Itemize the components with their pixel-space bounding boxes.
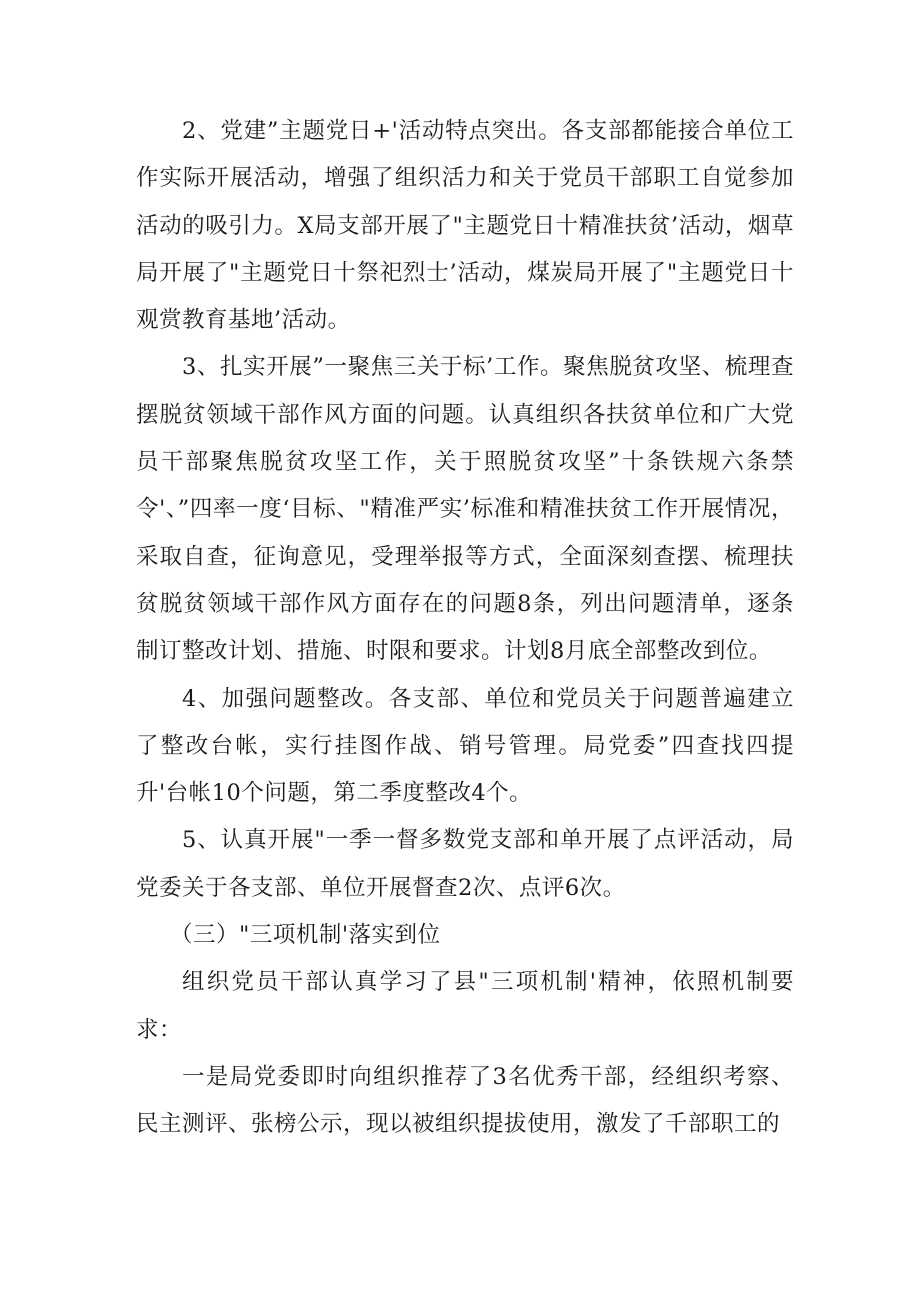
paragraph-point-one: 一是局党委即时向组织推荐了3名优秀干部，经组织考察、民主测评、张榜公示，现以被组织提拔使用，激发了千部职工的 [136, 1063, 794, 1138]
paragraph-item-5: 5、认真开展"一季一督多数党支部和单开展了点评活动，局党委关于各支部、单位开展督查2次、点评6次。 [136, 827, 794, 901]
paragraph-item-3: 3、扎实开展”一聚焦三关于标’工作。聚焦脱贫攻坚、梳理查摆脱贫领域干部作风方面的问题。认真组织各扶贫单位和广大党员干部聚焦脱贫攻坚工作，关于照脱贫攻坚”十条铁规六条禁令'、”四率一度‘目标、"精准严实’标准和精准扶贫工作开展情况，采取自查，征询意见，受理举报等方式，全面深刻查摆、梳理扶贫脱贫领域干部作风方面存在的问题8条，列出问题清单，逐条制订整改计划、措施、时限和要求。计划8月底全部整改到位。 [136, 354, 794, 665]
paragraph-intro: 组织党员干部认真学习了县"三项机制'精神，依照机制要求： [136, 969, 794, 1043]
paragraph-item-4: 4、加强问题整改。各支部、单位和党员关于问题普遍建立了整改台帐，实行挂图作战、销号管理。局党委”四查找四提升'台帐10个问题，第二季度整改4个。 [136, 685, 794, 807]
paragraph-item-2: 2、党建”主题党日+'活动特点突出。各支部都能接合单位工作实际开展活动，增强了组织活力和关于党员干部职工自觉参加活动的吸引力。X局支部开展了"主题党日十精准扶贫’活动，烟草局开展了"主题党日十祭祀烈士’活动，煤炭局开展了"主题党日十观赏教育基地’活动。 [136, 118, 794, 334]
section-heading: （三）"三项机制'落实到位 [170, 922, 441, 949]
